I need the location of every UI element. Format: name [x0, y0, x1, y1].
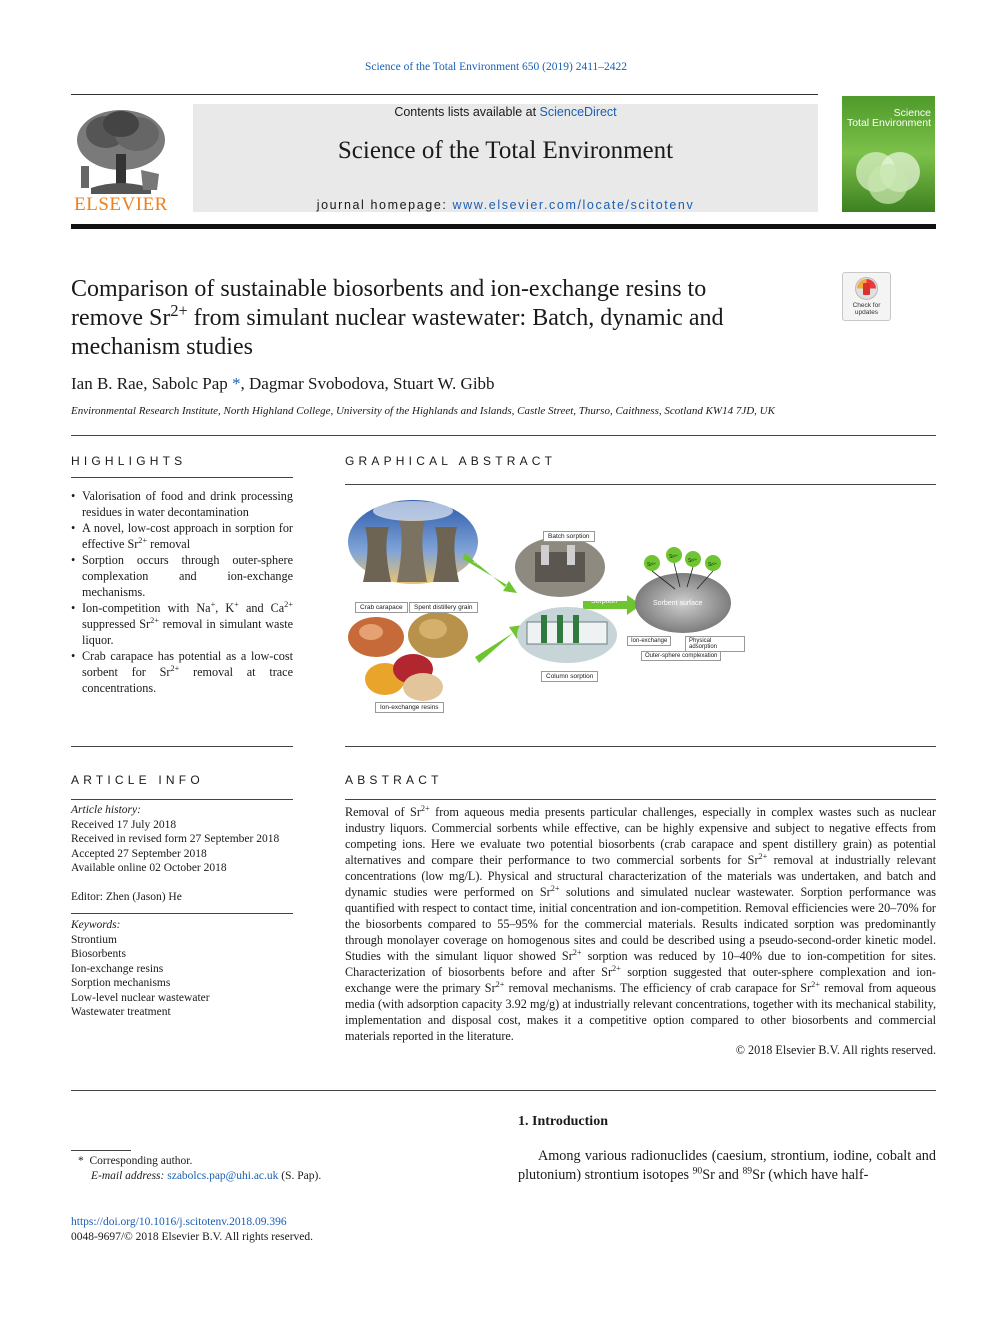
editor: Editor: Zhen (Jason) He [71, 890, 182, 903]
article-title [71, 275, 811, 362]
introduction-heading: 1. Introduction [518, 1114, 608, 1129]
intro-part: Sr (which have half- [752, 1167, 869, 1183]
highlight-5-text-a: Crab carapace has potential as a low-cost sorbent for Sr [82, 649, 293, 679]
sr-ion-label: Sr²⁺ [708, 562, 718, 568]
issn-copyright: 0048-9697/© 2018 Elsevier B.V. All rights reserved. [71, 1231, 314, 1243]
history-label: Article history: [71, 804, 141, 816]
title-part-a: remove Sr [71, 305, 171, 331]
keyword: Sorption mechanisms [71, 977, 171, 989]
sr-ion-label: Sr²⁺ [647, 562, 657, 568]
contents-prefix: Contents lists available at [394, 105, 540, 119]
body-separator-rule [71, 1090, 936, 1091]
ca-superscript: 2+ [284, 599, 293, 609]
column-arrow-label: Column [480, 635, 502, 653]
homepage-link[interactable]: www.elsevier.com/locate/scitotenv [452, 198, 695, 212]
title-part-b: from simulant nuclear wastewater: Batch, dynamic and [187, 305, 724, 331]
accepted-date: Accepted 27 September 2018 [71, 847, 207, 860]
highlight-item [71, 552, 293, 600]
sr-superscript: 2+ [758, 851, 768, 861]
corresponding-note [78, 1154, 478, 1169]
highlight-3-text: Sorption occurs through outer-sphere complexation and ion-exchange mechanisms. [82, 553, 293, 599]
sr-superscript: 2+ [550, 883, 560, 893]
authors-part-b: , Dagmar Svobodova, Stuart W. Gibb [240, 374, 495, 393]
cover-title-line-1: Science [893, 107, 931, 119]
abstract-heading: ABSTRACT [345, 773, 443, 787]
footnote-star: * [78, 1155, 84, 1167]
journal-title[interactable]: Science of the Total Environment [337, 137, 674, 164]
journal-homepage [193, 198, 818, 212]
isotope-superscript: 89 [742, 1165, 753, 1177]
footnote [78, 1154, 478, 1184]
abstract-part: removal from aqueous media (with adsorption capacity 3.92 mg/g) at industrially relevant concentrations, together with its mechanical stability, implementation and disposal cost, makes it a competitive option compared to other biosorbents and commercial materials reported in the literature. [345, 981, 937, 1043]
article-info-heading: ARTICLE INFO [71, 773, 204, 787]
highlights-heading: HIGHLIGHTS [71, 454, 187, 468]
graphical-abstract-heading: GRAPHICAL ABSTRACT [345, 454, 557, 468]
ion-exchange-label: Ion-exchange [627, 636, 671, 646]
graphical-abstract-bottom-rule [345, 746, 936, 747]
abstract-part: Removal of Sr [345, 805, 421, 819]
cover-graphic-icon [850, 144, 928, 206]
keyword: Wastewater treatment [71, 1006, 171, 1018]
article-info-rule [71, 799, 293, 800]
highlights-bottom-rule [71, 746, 293, 747]
crossmark-icon [854, 276, 879, 301]
abstract-text [345, 804, 936, 1044]
crab-carapace-label: Crab carapace [355, 602, 408, 613]
journal-cover[interactable] [842, 96, 935, 212]
article-history [71, 803, 293, 904]
title-line-1: Comparison of sustainable biosorbents and ion-exchange resins to [71, 276, 707, 302]
cover-title [842, 108, 931, 128]
sr-ion-label: Sr²⁺ [669, 554, 679, 560]
affiliation: Environmental Research Institute, North Highland College, University of the Highlands and Islands, Castle Street, Thurso, Caithness, Scotland KW14 7JD, UK [71, 405, 775, 417]
contents-line [193, 105, 818, 119]
sciencedirect-link[interactable]: ScienceDirect [539, 105, 617, 119]
highlight-item [71, 600, 293, 648]
corresponding-label: Corresponding author. [89, 1155, 193, 1167]
keyword: Ion-exchange resins [71, 962, 164, 975]
title-line-3: mechanism studies [71, 334, 253, 360]
journal-reference[interactable]: Science of the Total Environment 650 (2019) 2411–2422 [364, 61, 628, 73]
batch-sorption-label: Batch sorption [543, 531, 595, 542]
title-line-2 [71, 301, 811, 333]
sr-superscript: 2+ [612, 963, 621, 973]
highlight-5-text-b: removal at trace concentrations. [82, 665, 293, 695]
abstract-part: removal at industrially relevant concentrations (low mg/L). Physical and structural characterization of the materials was undertaken, and batch and dynamic studies were performed on Sr [345, 853, 936, 899]
highlight-4-text-d: suppressed Sr [82, 617, 151, 631]
na-superscript: + [210, 599, 216, 609]
keyword: Biosorbents [71, 948, 126, 960]
doi-link[interactable]: https://doi.org/10.1016/j.scitotenv.2018.09.396 [71, 1216, 287, 1228]
intro-part: Among various radionuclides (caesium, strontium, iodine, cobalt and plutonium) strontium isotopes [518, 1148, 936, 1183]
highlight-4-text-b: , K [215, 601, 235, 615]
check-for-updates-button[interactable] [842, 272, 891, 321]
sr-superscript: 2+ [495, 979, 505, 989]
keyword: Low-level nuclear wastewater [71, 991, 210, 1004]
ion-exchange-resins-label: Ion-exchange resins [375, 702, 444, 713]
abstract-part: removal mechanisms. The efficiency of crab carapace for Sr [504, 981, 812, 995]
authors [71, 374, 495, 394]
highlight-item [71, 488, 293, 520]
graphical-abstract-rule [345, 484, 936, 485]
sr-superscript: 2+ [572, 947, 582, 957]
sr-superscript: 2+ [420, 803, 430, 813]
highlights-rule [71, 477, 293, 478]
highlight-4-text-a: Ion-competition with Na [82, 601, 211, 615]
outer-sphere-label: Outer-sphere complexation [641, 651, 721, 661]
highlight-2-text-b: removal [147, 537, 191, 551]
homepage-prefix: journal homepage: [316, 198, 453, 212]
email-link[interactable]: szabolcs.pap@uhi.ac.uk [167, 1170, 279, 1182]
elsevier-logo[interactable] [71, 104, 171, 214]
highlight-4-text-c: and Ca [238, 601, 285, 615]
keywords [71, 918, 293, 1020]
keywords-label: Keywords: [71, 919, 121, 931]
highlight-1-text: Valorisation of food and drink processing residues in water decontamination [82, 489, 293, 519]
sr-superscript: 2+ [811, 979, 820, 989]
abstract-part: from aqueous media presents particular challenges, especially in complex wastes such as nuclear industry liquors. Commercial sorbents while effective, can be highly expensive and subject to negative effects from competing ions. Here we evaluate two potential biosorbents (crab carapace and spent distillery grain) as potential alternatives and compare their performance to two commercial sorbents for Sr [345, 805, 937, 867]
cover-title-line-2: Total Environment [846, 117, 931, 129]
keyword: Strontium [71, 933, 118, 946]
elsevier-wordmark: ELSEVIER [74, 194, 168, 215]
batch-studies-arrow-label: Batch studies [471, 558, 507, 582]
title-superscript: 2+ [170, 301, 188, 320]
spent-grain-label: Spent distillery grain [409, 602, 478, 613]
abstract-rule [345, 799, 936, 800]
email-suffix: (S. Pap). [278, 1170, 322, 1182]
abstract-copyright: © 2018 Elsevier B.V. All rights reserved. [735, 1043, 936, 1057]
ion-exchange-resin-3-image [403, 673, 443, 701]
affiliation-rule [71, 435, 936, 436]
check-updates-label: Check for updates [852, 302, 881, 316]
k-superscript: + [234, 599, 239, 609]
sorption-label: Sorption [591, 598, 618, 605]
column-arrow [475, 625, 523, 663]
keywords-rule [71, 913, 293, 914]
received-date: Received 17 July 2018 [71, 818, 177, 831]
header-top-rule [71, 94, 818, 95]
footnote-rule [71, 1150, 131, 1151]
corresponding-author-link[interactable]: * [232, 374, 241, 393]
authors-part-a: Ian B. Rae, Sabolc Pap [71, 374, 232, 393]
isotope-superscript: 90 [692, 1165, 703, 1177]
email-label: E-mail address: [91, 1170, 168, 1182]
abstract-part: sorption was reduced by 10–40% due to ion-competition for sites. Characterization of biosorbents before and after Sr [345, 949, 936, 979]
abstract-part: solutions and simulated nuclear wastewater. Sorption performance was quantified with respect to contact time, initial concentration and ion-competition. Removal efficiencies were 20–70% for the biosorbents compared to 55–95% for the commercial materials. Results indicated sorption was predominantly through monolayer coverage on homogenous sites and could be described using a pseudo-second-order kinetic model. Studies with the simulant liquor showed Sr [345, 885, 936, 963]
sr-superscript: 2+ [138, 535, 148, 545]
email-note [78, 1169, 478, 1184]
intro-part: Sr and [702, 1167, 743, 1183]
column-sorption-label: Column sorption [541, 671, 598, 682]
highlight-2-text-a: A novel, low-cost approach in sorption for effective Sr [82, 521, 293, 551]
highlight-item [71, 648, 293, 696]
highlight-4-text-e: removal in simulant waste liquor. [82, 617, 293, 647]
revised-date: Received in revised form 27 September 2018 [71, 833, 280, 845]
online-date: Available online 02 October 2018 [71, 862, 227, 874]
sr-superscript: 2+ [150, 615, 159, 625]
header-thick-rule [71, 224, 936, 229]
abstract-part: sorption suggested that outer-sphere complexation and ion-exchange were the primary Sr [345, 965, 936, 995]
graphical-abstract-figure[interactable] [345, 497, 745, 717]
highlights-list [71, 488, 293, 696]
highlight-item [71, 520, 293, 552]
sr-superscript: 2+ [170, 663, 180, 673]
physical-adsorption-label: Physical adsorption [685, 636, 745, 652]
introduction-text [518, 1147, 936, 1185]
doi-block [71, 1215, 313, 1245]
sorbent-surface-label: Sorbent surface [653, 600, 703, 607]
sr-ion-label: Sr²⁺ [688, 558, 698, 564]
